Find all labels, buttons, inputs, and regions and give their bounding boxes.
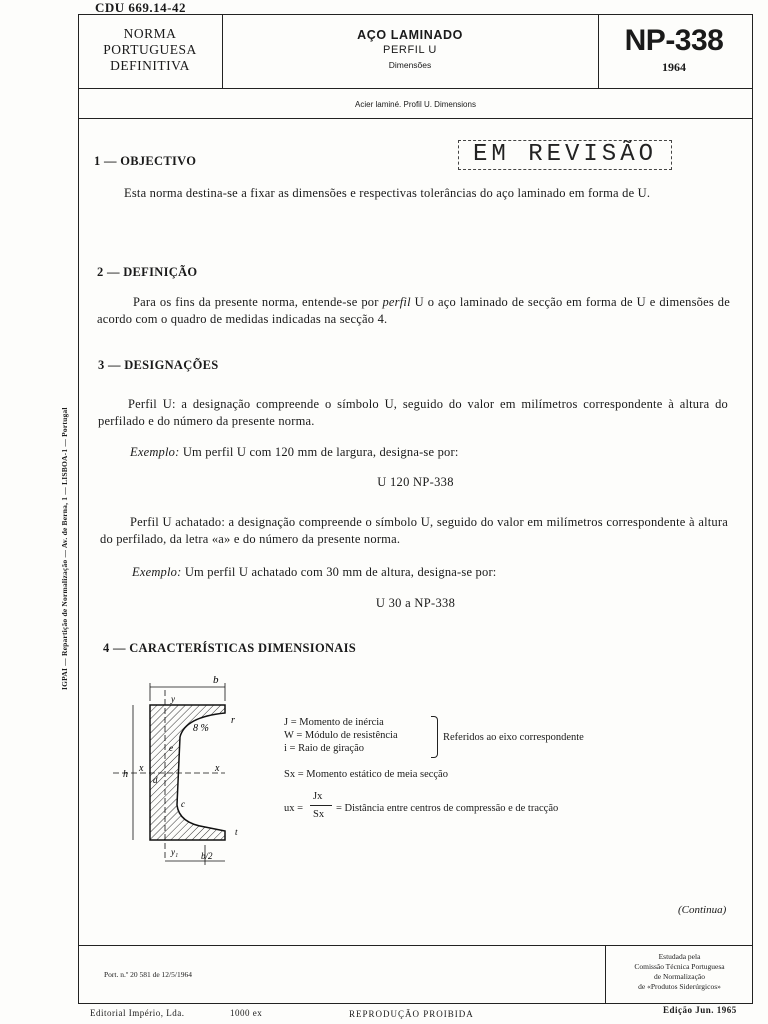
footer-copies: 1000 ex: [230, 1008, 263, 1018]
estudada-line-3: de Normalização: [653, 972, 705, 981]
label-d: d: [153, 775, 158, 785]
legend-W: W = Módulo de resistência: [284, 730, 398, 741]
title-sub2: Dimensões: [388, 60, 432, 70]
header-vline-1: [222, 14, 223, 88]
legend-u: [284, 791, 644, 826]
example-1-text: Um perfil U com 120 mm de largura, designa-se por:: [182, 445, 459, 459]
section-2-text: [97, 294, 730, 328]
norma-line-3: DEFINITIVA: [110, 58, 190, 73]
example-1-label: Exemplo:: [130, 445, 180, 459]
label-h: h: [123, 769, 128, 780]
profile-section: [150, 705, 225, 840]
legend-u-fraction-bar: [310, 805, 332, 806]
section-3-title: 3 — DESIGNAÇÕES: [98, 358, 219, 372]
section-3-example-1: [130, 444, 730, 461]
section-3-paragraph-2: Perfil U achatado: a designação compreende o símbolo U, seguido do valor em milímetros correspondente à altura do perfilado, da letra «a» e do número da presente norma.: [100, 515, 728, 546]
legend-u-num: Jx: [313, 791, 323, 802]
norma-label: [80, 26, 220, 74]
estudada-line-2: Comissão Técnica Portuguesa: [634, 962, 725, 971]
standard-code: NP-338: [624, 24, 724, 57]
legend-ref: Referidos ao eixo correspondente: [443, 732, 584, 743]
norma-line-2: PORTUGUESA: [103, 42, 197, 57]
u-profile-diagram: [105, 665, 275, 880]
footer-divider: [78, 945, 753, 946]
label-b: b: [213, 674, 219, 686]
revision-stamp: EM REVISÃO: [458, 140, 672, 170]
label-pct: 8 %: [193, 723, 209, 734]
label-y-bottom: y₁: [171, 847, 179, 857]
document-title: [226, 28, 594, 70]
footer-estudada: [606, 952, 753, 992]
label-b2: b/2: [201, 851, 213, 861]
legend-group: [284, 716, 398, 755]
label-x-left: x: [139, 763, 144, 774]
section-3-paragraph-1: Perfil U: a designação compreende o símbolo U, seguido do valor em milímetros correspondente à altura do perfilado e do número da presente norma.: [98, 397, 728, 428]
example-2-label: Exemplo:: [132, 565, 182, 579]
section-2-text-a: Para os fins da presente norma, entende-se por: [133, 295, 379, 309]
standard-code-box: [598, 24, 750, 75]
section-2-title: 2 — DEFINIÇÃO: [97, 265, 198, 279]
label-t: t: [235, 827, 238, 837]
french-subtitle: Acier laminé. Profil U. Dimensions: [355, 100, 476, 109]
footer-edicao: Edição Jun. 1965: [663, 1005, 737, 1015]
sidebar-publisher: IGPAI — Repartição de Normalização — Av. de Berna, 1 — LISBOA-1 — Portugal: [60, 407, 69, 690]
legend-brace: [431, 716, 438, 758]
footer-editorial: Editorial Império, Lda.: [90, 1008, 185, 1018]
label-c: c: [181, 799, 185, 809]
estudada-line-1: Estudada pela: [658, 952, 701, 961]
section-2-text-b: U o aço laminado de secção em forma de U e dimensões de acordo com o quadro de medidas indicadas na secção 4.: [97, 295, 730, 326]
label-y-top: y: [171, 694, 175, 704]
estudada-line-4: de «Produtos Siderúrgicos»: [638, 982, 721, 991]
title-sub1: PERFIL U: [383, 44, 437, 56]
legend-u-den: Sx: [313, 809, 325, 820]
section-4-title: 4 — CARACTERÍSTICAS DIMENSIONAIS: [103, 641, 357, 655]
title-main: AÇO LAMINADO: [357, 28, 463, 42]
example-2-code: U 30 a NP-338: [375, 596, 456, 610]
label-r: r: [231, 715, 235, 726]
example-2-text: Um perfil U achatado com 30 mm de altura, designa-se por:: [184, 565, 497, 579]
example-1-code: U 120 NP-338: [377, 475, 454, 489]
legend-block: [284, 716, 398, 755]
footer-repro: REPRODUÇÃO PROIBIDA: [349, 1009, 474, 1019]
subtitle-divider: [78, 118, 753, 119]
norma-line-1: NORMA: [123, 26, 177, 41]
section-1-title: 1 — OBJECTIVO: [94, 154, 197, 168]
cdu-code: CDU 669.14-42: [95, 0, 186, 15]
header-divider: [78, 88, 753, 89]
legend-u-lhs: ux =: [284, 803, 304, 814]
continua-label: (Continua): [678, 904, 727, 916]
section-3-example-2: [132, 564, 732, 581]
label-x-right: x: [215, 763, 220, 774]
legend-J: J = Momento de inércia: [284, 717, 384, 728]
label-e: e: [169, 743, 173, 753]
legend-i: i = Raio de giração: [284, 743, 364, 754]
section-2-text-em: perfil: [382, 295, 411, 309]
footer-portaria: Port. n.º 20 581 de 12/5/1964: [104, 970, 192, 979]
section-1-text: Esta norma destina-se a fixar as dimensões e respectivas tolerâncias do aço laminado em forma de U.: [124, 186, 651, 200]
legend-u-rhs: = Distância entre centros de compressão e de tracção: [336, 803, 559, 814]
standard-year: 1964: [662, 60, 686, 74]
legend-S: Sx = Momento estático de meia secção: [284, 769, 448, 780]
